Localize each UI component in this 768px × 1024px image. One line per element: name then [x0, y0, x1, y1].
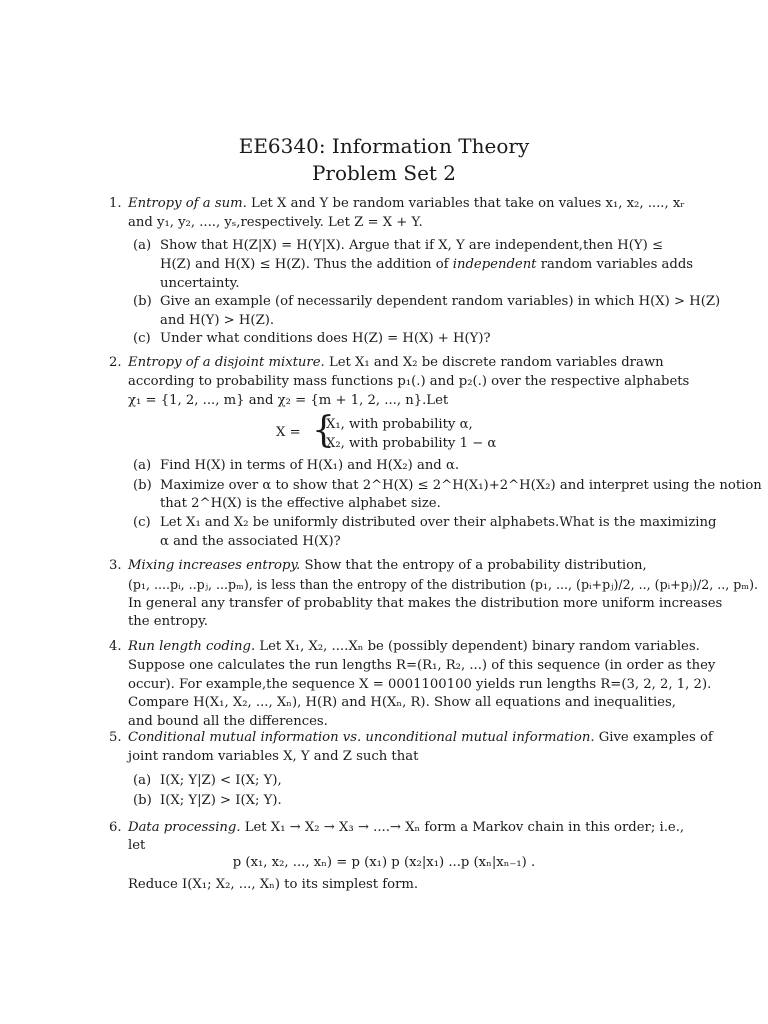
problem-line: Reduce I(X₁; X₂, ..., Xₙ) to its simplest form. [128, 877, 419, 892]
part-label: (c) [133, 515, 151, 530]
problem-line: Conditional mutual information vs. unconditional mutual information. Give examples of [128, 730, 713, 745]
problem-number: 6. [109, 820, 122, 835]
part-line: I(X; Y|Z) < I(X; Y), [160, 773, 282, 788]
part-line: Maximize over α to show that 2^H(X) ≤ 2^H(X₁)+2^H(X₂) and interpret using the notion [160, 478, 762, 493]
problem-number: 3. [109, 558, 122, 573]
brace-icon: { [312, 410, 335, 451]
problem-line: and bound all the differences. [128, 714, 328, 729]
problem-title: Data processing. [128, 820, 241, 835]
problem-number: 5. [109, 730, 122, 745]
problem-number: 2. [109, 355, 122, 370]
equation-case-1: X₁, with probability α, [326, 417, 473, 432]
problem-line: the entropy. [128, 614, 208, 629]
problem-title: Mixing increases entropy. [128, 558, 301, 573]
problem-line: In general any transfer of probablity that makes the distribution more uniform increases [128, 596, 723, 611]
problem-line: Mixing increases entropy. Show that the entropy of a probability distribution, [128, 558, 647, 573]
problem-line: χ₁ = {1, 2, ..., m} and χ₂ = {m + 1, 2, ..., n}.Let [128, 393, 449, 408]
part-line: Show that H(Z|X) = H(Y|X). Argue that if X, Y are independent,then H(Y) ≤ [160, 238, 663, 253]
problem-line: joint random variables X, Y and Z such that [128, 749, 419, 764]
problem-line: let [128, 838, 146, 853]
problem-line: Run length coding. Let X₁, X₂, ....Xₙ be (possibly dependent) binary random variables. [128, 639, 700, 654]
part-line: Let X₁ and X₂ be uniformly distributed over their alphabets.What is the maximizing [160, 515, 717, 530]
part-label: (a) [133, 238, 152, 253]
problem-line: (p₁, ....pᵢ, ..pⱼ, ...pₘ), is less than the entropy of the distribution (p₁, ..., (pᵢ+pⱼ)/2, .., (pᵢ+pⱼ)/2, .., pₘ). [128, 577, 759, 592]
document-title [0, 133, 768, 187]
part-label: (a) [133, 773, 152, 788]
problem-line: Entropy of a disjoint mixture. Let X₁ and X₂ be discrete random variables drawn [128, 355, 664, 370]
part-line: H(Z) and H(X) ≤ H(Z). Thus the addition of independent random variables adds [160, 257, 694, 272]
title-line-2: Problem Set 2 [311, 161, 457, 185]
problem-line: Data processing. Let X₁ → X₂ → X₃ → ....→ Xₙ form a Markov chain in this order; i.e., [128, 820, 685, 835]
part-line: and H(Y) > H(Z). [160, 313, 275, 328]
part-line: Find H(X) in terms of H(X₁) and H(X₂) and α. [160, 458, 460, 473]
part-label: (b) [133, 294, 152, 309]
part-line: α and the associated H(X)? [160, 534, 341, 549]
problem-title: Run length coding. [128, 639, 256, 654]
markov-equation: p (x₁, x₂, ..., xₙ) = p (x₁) p (x₂|x₁) ...p (xₙ|xₙ₋₁) . [232, 855, 536, 870]
piecewise-equation [276, 410, 526, 455]
part-label: (b) [133, 793, 152, 808]
problem-line: according to probability mass functions p₁(.) and p₂(.) over the respective alphabets [128, 374, 690, 389]
part-line: uncertainty. [160, 276, 240, 291]
problem-number: 4. [109, 639, 122, 654]
part-line: I(X; Y|Z) > I(X; Y). [160, 793, 282, 808]
problem-line: occur). For example,the sequence X = 0001100100 yields run lengths R=(3, 2, 2, 1, 2). [128, 677, 712, 692]
equation-case-2: X₂, with probability 1 − α [326, 436, 497, 451]
problem-title: Entropy of a disjoint mixture. [128, 355, 325, 370]
part-label: (b) [133, 478, 152, 493]
problem-line: Entropy of a sum. Let X and Y be random variables that take on values x₁, x₂, ...., xᵣ [128, 196, 685, 211]
part-line: that 2^H(X) is the effective alphabet size. [160, 496, 441, 511]
problem-line: and y₁, y₂, ...., yₛ,respectively. Let Z = X + Y. [128, 215, 423, 230]
part-label: (c) [133, 331, 151, 346]
part-label: (a) [133, 458, 152, 473]
problem-line: Suppose one calculates the run lengths R=(R₁, R₂, ...) of this sequence (in order as they [128, 658, 716, 673]
title-line-1: EE6340: Information Theory [238, 134, 530, 158]
problem-title: Entropy of a sum. [128, 196, 247, 211]
problem-title: Conditional mutual information vs. unconditional mutual information. [128, 730, 595, 745]
problem-line: Compare H(X₁, X₂, ..., Xₙ), H(R) and H(Xₙ, R). Show all equations and inequalities, [128, 695, 676, 710]
equation-lhs: X = [276, 425, 301, 440]
part-line: Give an example (of necessarily dependent random variables) in which H(X) > H(Z) [160, 294, 721, 309]
part-line: Under what conditions does H(Z) = H(X) + H(Y)? [160, 331, 491, 346]
problem-number: 1. [109, 196, 122, 211]
